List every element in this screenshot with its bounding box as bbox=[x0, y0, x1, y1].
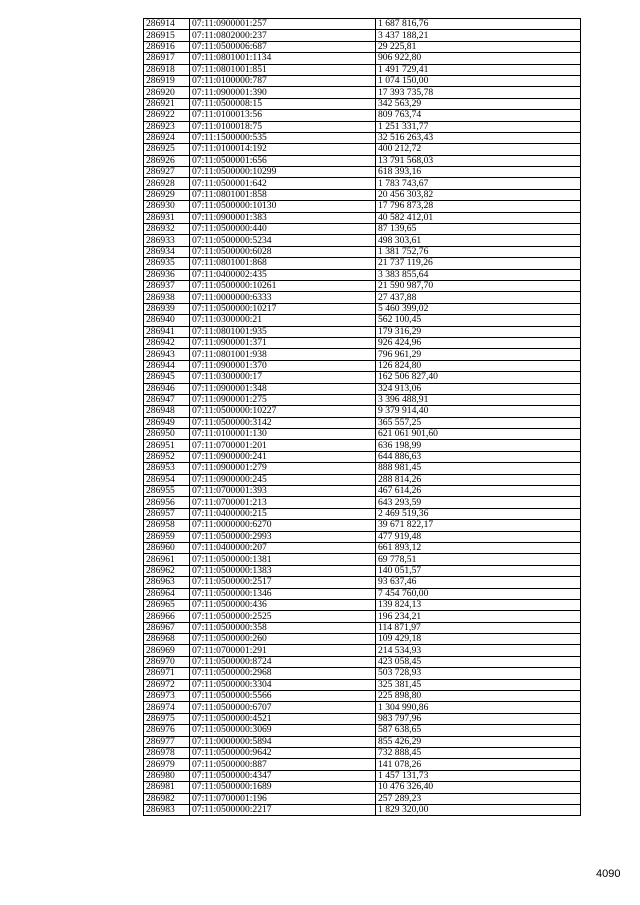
cadastral-number-cell: 07:11:0400000:207 bbox=[190, 542, 376, 553]
table-row bbox=[144, 486, 581, 497]
table-row bbox=[144, 280, 581, 291]
value-cell: 126 824,80 bbox=[376, 360, 581, 371]
value-cell: 342 563,29 bbox=[376, 98, 581, 109]
row-number-cell: 286957 bbox=[144, 508, 190, 519]
row-number-cell: 286971 bbox=[144, 668, 190, 679]
value-cell: 926 424,96 bbox=[376, 337, 581, 348]
row-number-cell: 286980 bbox=[144, 770, 190, 781]
cadastral-number-cell: 07:11:0100014:192 bbox=[190, 144, 376, 155]
value-cell: 636 198,99 bbox=[376, 440, 581, 451]
cadastral-number-cell: 07:11:0500000:260 bbox=[190, 634, 376, 645]
row-number-cell: 286948 bbox=[144, 406, 190, 417]
row-number-cell: 286953 bbox=[144, 463, 190, 474]
value-cell: 179 316,29 bbox=[376, 326, 581, 337]
table-row bbox=[144, 30, 581, 41]
value-cell: 1 783 743,67 bbox=[376, 178, 581, 189]
cadastral-number-cell: 07:11:0500000:887 bbox=[190, 759, 376, 770]
value-cell: 20 456 303,82 bbox=[376, 189, 581, 200]
table-row bbox=[144, 804, 581, 815]
value-cell: 661 893,12 bbox=[376, 542, 581, 553]
table-row bbox=[144, 725, 581, 736]
row-number-cell: 286962 bbox=[144, 565, 190, 576]
value-cell: 2 469 519,36 bbox=[376, 508, 581, 519]
value-cell: 796 961,29 bbox=[376, 349, 581, 360]
row-number-cell: 286929 bbox=[144, 189, 190, 200]
table-row bbox=[144, 634, 581, 645]
value-cell: 17 393 735,78 bbox=[376, 87, 581, 98]
cadastral-number-cell: 07:11:0500000:9642 bbox=[190, 748, 376, 759]
table-row bbox=[144, 189, 581, 200]
value-cell: 196 234,21 bbox=[376, 611, 581, 622]
value-cell: 423 058,45 bbox=[376, 656, 581, 667]
cadastral-number-cell: 07:11:0100001:130 bbox=[190, 429, 376, 440]
cadastral-number-cell: 07:11:0100013:56 bbox=[190, 110, 376, 121]
table-row bbox=[144, 258, 581, 269]
row-number-cell: 286961 bbox=[144, 554, 190, 565]
row-number-cell: 286972 bbox=[144, 679, 190, 690]
page-number: 4090 bbox=[596, 868, 621, 880]
table-row bbox=[144, 75, 581, 86]
cadastral-number-cell: 07:11:0500000:1346 bbox=[190, 588, 376, 599]
table-row bbox=[144, 599, 581, 610]
value-cell: 87 139,65 bbox=[376, 224, 581, 235]
row-number-cell: 286924 bbox=[144, 132, 190, 143]
row-number-cell: 286939 bbox=[144, 303, 190, 314]
table-row bbox=[144, 41, 581, 52]
value-cell: 288 814,26 bbox=[376, 474, 581, 485]
row-number-cell: 286925 bbox=[144, 144, 190, 155]
table-row bbox=[144, 736, 581, 747]
row-number-cell: 286974 bbox=[144, 702, 190, 713]
cadastral-number-cell: 07:11:0801001:938 bbox=[190, 349, 376, 360]
cadastral-number-cell: 07:11:0801001:851 bbox=[190, 64, 376, 75]
table-row bbox=[144, 508, 581, 519]
table-row bbox=[144, 679, 581, 690]
row-number-cell: 286928 bbox=[144, 178, 190, 189]
row-number-cell: 286937 bbox=[144, 280, 190, 291]
row-number-cell: 286958 bbox=[144, 520, 190, 531]
table-body bbox=[144, 19, 581, 816]
cadastral-number-cell: 07:11:0500000:3142 bbox=[190, 417, 376, 428]
cadastral-number-cell: 07:11:0500000:10217 bbox=[190, 303, 376, 314]
table-row bbox=[144, 713, 581, 724]
cadastral-number-cell: 07:11:0500000:5234 bbox=[190, 235, 376, 246]
row-number-cell: 286922 bbox=[144, 110, 190, 121]
value-cell: 365 557,25 bbox=[376, 417, 581, 428]
row-number-cell: 286952 bbox=[144, 451, 190, 462]
value-cell: 109 429,18 bbox=[376, 634, 581, 645]
value-cell: 400 212,72 bbox=[376, 144, 581, 155]
row-number-cell: 286915 bbox=[144, 30, 190, 41]
cadastral-number-cell: 07:11:0700001:213 bbox=[190, 497, 376, 508]
row-number-cell: 286979 bbox=[144, 759, 190, 770]
cadastral-number-cell: 07:11:0300000:17 bbox=[190, 372, 376, 383]
cadastral-number-cell: 07:11:0700001:201 bbox=[190, 440, 376, 451]
table-row bbox=[144, 144, 581, 155]
cadastral-number-cell: 07:11:0500000:358 bbox=[190, 622, 376, 633]
value-cell: 257 289,23 bbox=[376, 793, 581, 804]
row-number-cell: 286959 bbox=[144, 531, 190, 542]
cadastral-number-cell: 07:11:0900001:370 bbox=[190, 360, 376, 371]
cadastral-number-cell: 07:11:0900001:257 bbox=[190, 19, 376, 30]
row-number-cell: 286931 bbox=[144, 212, 190, 223]
row-number-cell: 286964 bbox=[144, 588, 190, 599]
value-cell: 1 304 990,86 bbox=[376, 702, 581, 713]
table-row bbox=[144, 440, 581, 451]
value-cell: 809 763,74 bbox=[376, 110, 581, 121]
row-number-cell: 286932 bbox=[144, 224, 190, 235]
row-number-cell: 286938 bbox=[144, 292, 190, 303]
value-cell: 17 796 873,28 bbox=[376, 201, 581, 212]
value-cell: 1 491 729,41 bbox=[376, 64, 581, 75]
row-number-cell: 286921 bbox=[144, 98, 190, 109]
cadastral-number-cell: 07:11:0300000:21 bbox=[190, 315, 376, 326]
table-row bbox=[144, 64, 581, 75]
value-cell: 467 614,26 bbox=[376, 486, 581, 497]
cadastral-number-cell: 07:11:0500000:6707 bbox=[190, 702, 376, 713]
cadastral-number-cell: 07:11:0500000:1383 bbox=[190, 565, 376, 576]
row-number-cell: 286977 bbox=[144, 736, 190, 747]
value-cell: 40 582 412,01 bbox=[376, 212, 581, 223]
cadastral-number-cell: 07:11:0900000:245 bbox=[190, 474, 376, 485]
row-number-cell: 286930 bbox=[144, 201, 190, 212]
cadastral-number-cell: 07:11:0000000:6333 bbox=[190, 292, 376, 303]
table-row bbox=[144, 542, 581, 553]
cadastral-number-cell: 07:11:0500000:5566 bbox=[190, 691, 376, 702]
row-number-cell: 286970 bbox=[144, 656, 190, 667]
row-number-cell: 286941 bbox=[144, 326, 190, 337]
row-number-cell: 286954 bbox=[144, 474, 190, 485]
row-number-cell: 286976 bbox=[144, 725, 190, 736]
row-number-cell: 286983 bbox=[144, 804, 190, 815]
value-cell: 21 737 119,26 bbox=[376, 258, 581, 269]
table-row bbox=[144, 224, 581, 235]
value-cell: 983 797,96 bbox=[376, 713, 581, 724]
cadastral-number-cell: 07:11:0900001:383 bbox=[190, 212, 376, 223]
value-cell: 621 061 901,60 bbox=[376, 429, 581, 440]
value-cell: 1 457 131,73 bbox=[376, 770, 581, 781]
cadastral-number-cell: 07:11:0900001:371 bbox=[190, 337, 376, 348]
table-row bbox=[144, 497, 581, 508]
table-row bbox=[144, 303, 581, 314]
table-row bbox=[144, 429, 581, 440]
cadastral-number-cell: 07:11:0500000:3304 bbox=[190, 679, 376, 690]
cadastral-number-cell: 07:11:0500000:8724 bbox=[190, 656, 376, 667]
cadastral-number-cell: 07:11:0500000:10299 bbox=[190, 167, 376, 178]
table-row bbox=[144, 645, 581, 656]
table-row bbox=[144, 110, 581, 121]
row-number-cell: 286950 bbox=[144, 429, 190, 440]
cadastral-number-cell: 07:11:0500000:10261 bbox=[190, 280, 376, 291]
row-number-cell: 286942 bbox=[144, 337, 190, 348]
value-cell: 162 506 827,40 bbox=[376, 372, 581, 383]
value-cell: 39 671 822,17 bbox=[376, 520, 581, 531]
table-row bbox=[144, 406, 581, 417]
row-number-cell: 286951 bbox=[144, 440, 190, 451]
cadastral-number-cell: 07:11:0500000:440 bbox=[190, 224, 376, 235]
cadastral-number-cell: 07:11:0500000:436 bbox=[190, 599, 376, 610]
row-number-cell: 286963 bbox=[144, 577, 190, 588]
table-row bbox=[144, 372, 581, 383]
table-row bbox=[144, 315, 581, 326]
table-row bbox=[144, 269, 581, 280]
cadastral-number-cell: 07:11:0400002:435 bbox=[190, 269, 376, 280]
row-number-cell: 286934 bbox=[144, 246, 190, 257]
cadastral-number-cell: 07:11:0000000:5894 bbox=[190, 736, 376, 747]
cadastral-number-cell: 07:11:0500000:10227 bbox=[190, 406, 376, 417]
value-cell: 10 476 326,40 bbox=[376, 782, 581, 793]
table-row bbox=[144, 611, 581, 622]
table-row bbox=[144, 178, 581, 189]
table-row bbox=[144, 235, 581, 246]
cadastral-number-cell: 07:11:1500000:535 bbox=[190, 132, 376, 143]
cadastral-number-cell: 07:11:0500000:2217 bbox=[190, 804, 376, 815]
row-number-cell: 286944 bbox=[144, 360, 190, 371]
table-row bbox=[144, 463, 581, 474]
cadastral-number-cell: 07:11:0400000:215 bbox=[190, 508, 376, 519]
cadastral-value-table bbox=[143, 18, 581, 816]
table-row bbox=[144, 132, 581, 143]
row-number-cell: 286969 bbox=[144, 645, 190, 656]
value-cell: 93 637,46 bbox=[376, 577, 581, 588]
value-cell: 1 829 320,00 bbox=[376, 804, 581, 815]
value-cell: 732 888,45 bbox=[376, 748, 581, 759]
table-row bbox=[144, 155, 581, 166]
table-row bbox=[144, 748, 581, 759]
row-number-cell: 286945 bbox=[144, 372, 190, 383]
value-cell: 1 251 331,77 bbox=[376, 121, 581, 132]
row-number-cell: 286926 bbox=[144, 155, 190, 166]
table-row bbox=[144, 588, 581, 599]
value-cell: 225 898,80 bbox=[376, 691, 581, 702]
value-cell: 888 981,45 bbox=[376, 463, 581, 474]
row-number-cell: 286956 bbox=[144, 497, 190, 508]
cadastral-number-cell: 07:11:0900001:390 bbox=[190, 87, 376, 98]
row-number-cell: 286975 bbox=[144, 713, 190, 724]
cadastral-number-cell: 07:11:0801001:1134 bbox=[190, 53, 376, 64]
cadastral-number-cell: 07:11:0500000:6028 bbox=[190, 246, 376, 257]
value-cell: 27 437,88 bbox=[376, 292, 581, 303]
row-number-cell: 286920 bbox=[144, 87, 190, 98]
cadastral-number-cell: 07:11:0500000:10130 bbox=[190, 201, 376, 212]
cadastral-number-cell: 07:11:0801001:858 bbox=[190, 189, 376, 200]
value-cell: 114 871,97 bbox=[376, 622, 581, 633]
table-row bbox=[144, 87, 581, 98]
row-number-cell: 286981 bbox=[144, 782, 190, 793]
table-row bbox=[144, 417, 581, 428]
cadastral-number-cell: 07:11:0500001:656 bbox=[190, 155, 376, 166]
cadastral-number-cell: 07:11:0500000:2517 bbox=[190, 577, 376, 588]
value-cell: 3 437 188,21 bbox=[376, 30, 581, 41]
value-cell: 214 534,93 bbox=[376, 645, 581, 656]
table-row bbox=[144, 702, 581, 713]
row-number-cell: 286946 bbox=[144, 383, 190, 394]
table-row bbox=[144, 759, 581, 770]
table-row bbox=[144, 349, 581, 360]
row-number-cell: 286917 bbox=[144, 53, 190, 64]
row-number-cell: 286978 bbox=[144, 748, 190, 759]
value-cell: 906 922,80 bbox=[376, 53, 581, 64]
table-row bbox=[144, 474, 581, 485]
value-cell: 644 886,63 bbox=[376, 451, 581, 462]
value-cell: 1 074 150,00 bbox=[376, 75, 581, 86]
table-row bbox=[144, 691, 581, 702]
cadastral-number-cell: 07:11:0500000:2968 bbox=[190, 668, 376, 679]
value-cell: 587 638,65 bbox=[376, 725, 581, 736]
table-row bbox=[144, 520, 581, 531]
table-row bbox=[144, 167, 581, 178]
cadastral-number-cell: 07:11:0700001:393 bbox=[190, 486, 376, 497]
table-row bbox=[144, 531, 581, 542]
value-cell: 498 303,61 bbox=[376, 235, 581, 246]
table-row bbox=[144, 577, 581, 588]
cadastral-number-cell: 07:11:0900001:279 bbox=[190, 463, 376, 474]
row-number-cell: 286927 bbox=[144, 167, 190, 178]
value-cell: 1 381 752,76 bbox=[376, 246, 581, 257]
value-cell: 13 791 568,03 bbox=[376, 155, 581, 166]
value-cell: 643 293,59 bbox=[376, 497, 581, 508]
table-row bbox=[144, 565, 581, 576]
value-cell: 139 824,13 bbox=[376, 599, 581, 610]
table-row bbox=[144, 360, 581, 371]
value-cell: 69 778,51 bbox=[376, 554, 581, 565]
cadastral-number-cell: 07:11:0700001:196 bbox=[190, 793, 376, 804]
value-cell: 3 396 488,91 bbox=[376, 394, 581, 405]
table-row bbox=[144, 292, 581, 303]
value-cell: 1 687 816,76 bbox=[376, 19, 581, 30]
value-cell: 503 728,93 bbox=[376, 668, 581, 679]
row-number-cell: 286955 bbox=[144, 486, 190, 497]
row-number-cell: 286966 bbox=[144, 611, 190, 622]
value-cell: 5 460 399,02 bbox=[376, 303, 581, 314]
cadastral-number-cell: 07:11:0801001:868 bbox=[190, 258, 376, 269]
value-cell: 477 919,48 bbox=[376, 531, 581, 542]
row-number-cell: 286949 bbox=[144, 417, 190, 428]
value-cell: 9 379 914,40 bbox=[376, 406, 581, 417]
cadastral-number-cell: 07:11:0500001:642 bbox=[190, 178, 376, 189]
value-cell: 29 225,81 bbox=[376, 41, 581, 52]
row-number-cell: 286943 bbox=[144, 349, 190, 360]
cadastral-number-cell: 07:11:0900001:348 bbox=[190, 383, 376, 394]
row-number-cell: 286967 bbox=[144, 622, 190, 633]
table-row bbox=[144, 394, 581, 405]
cadastral-number-cell: 07:11:0500000:2993 bbox=[190, 531, 376, 542]
value-cell: 562 100,45 bbox=[376, 315, 581, 326]
table-row bbox=[144, 246, 581, 257]
table-row bbox=[144, 451, 581, 462]
row-number-cell: 286916 bbox=[144, 41, 190, 52]
cadastral-number-cell: 07:11:0000000:6270 bbox=[190, 520, 376, 531]
table-row bbox=[144, 98, 581, 109]
cadastral-number-cell: 07:11:0802000:237 bbox=[190, 30, 376, 41]
row-number-cell: 286940 bbox=[144, 315, 190, 326]
value-cell: 3 383 855,64 bbox=[376, 269, 581, 280]
table-row bbox=[144, 554, 581, 565]
row-number-cell: 286914 bbox=[144, 19, 190, 30]
cadastral-number-cell: 07:11:0801001:935 bbox=[190, 326, 376, 337]
row-number-cell: 286960 bbox=[144, 542, 190, 553]
cadastral-number-cell: 07:11:0500000:4347 bbox=[190, 770, 376, 781]
table-row bbox=[144, 326, 581, 337]
table-row bbox=[144, 19, 581, 30]
row-number-cell: 286973 bbox=[144, 691, 190, 702]
value-cell: 21 590 987,70 bbox=[376, 280, 581, 291]
value-cell: 618 393,16 bbox=[376, 167, 581, 178]
row-number-cell: 286965 bbox=[144, 599, 190, 610]
table-row bbox=[144, 383, 581, 394]
row-number-cell: 286982 bbox=[144, 793, 190, 804]
row-number-cell: 286935 bbox=[144, 258, 190, 269]
value-cell: 32 516 263,43 bbox=[376, 132, 581, 143]
value-cell: 7 454 760,00 bbox=[376, 588, 581, 599]
cadastral-number-cell: 07:11:0500006:687 bbox=[190, 41, 376, 52]
table-row bbox=[144, 337, 581, 348]
table-row bbox=[144, 121, 581, 132]
cadastral-number-cell: 07:11:0100018:75 bbox=[190, 121, 376, 132]
table-row bbox=[144, 622, 581, 633]
row-number-cell: 286947 bbox=[144, 394, 190, 405]
cadastral-number-cell: 07:11:0900000:241 bbox=[190, 451, 376, 462]
cadastral-number-cell: 07:11:0700001:291 bbox=[190, 645, 376, 656]
row-number-cell: 286936 bbox=[144, 269, 190, 280]
row-number-cell: 286919 bbox=[144, 75, 190, 86]
cadastral-number-cell: 07:11:0100000:787 bbox=[190, 75, 376, 86]
cadastral-number-cell: 07:11:0500008:15 bbox=[190, 98, 376, 109]
cadastral-number-cell: 07:11:0900001:275 bbox=[190, 394, 376, 405]
cadastral-number-cell: 07:11:0500000:2525 bbox=[190, 611, 376, 622]
table-row bbox=[144, 201, 581, 212]
cadastral-number-cell: 07:11:0500000:3069 bbox=[190, 725, 376, 736]
cadastral-number-cell: 07:11:0500000:1381 bbox=[190, 554, 376, 565]
row-number-cell: 286933 bbox=[144, 235, 190, 246]
table-row bbox=[144, 782, 581, 793]
value-cell: 855 426,29 bbox=[376, 736, 581, 747]
table-row bbox=[144, 770, 581, 781]
table-row bbox=[144, 53, 581, 64]
table-row bbox=[144, 656, 581, 667]
row-number-cell: 286968 bbox=[144, 634, 190, 645]
row-number-cell: 286923 bbox=[144, 121, 190, 132]
cadastral-number-cell: 07:11:0500000:4521 bbox=[190, 713, 376, 724]
cadastral-number-cell: 07:11:0500000:1689 bbox=[190, 782, 376, 793]
value-cell: 140 051,57 bbox=[376, 565, 581, 576]
row-number-cell: 286918 bbox=[144, 64, 190, 75]
value-cell: 324 913,06 bbox=[376, 383, 581, 394]
table-row bbox=[144, 212, 581, 223]
value-cell: 141 078,26 bbox=[376, 759, 581, 770]
table-row bbox=[144, 668, 581, 679]
table-row bbox=[144, 793, 581, 804]
value-cell: 325 381,45 bbox=[376, 679, 581, 690]
